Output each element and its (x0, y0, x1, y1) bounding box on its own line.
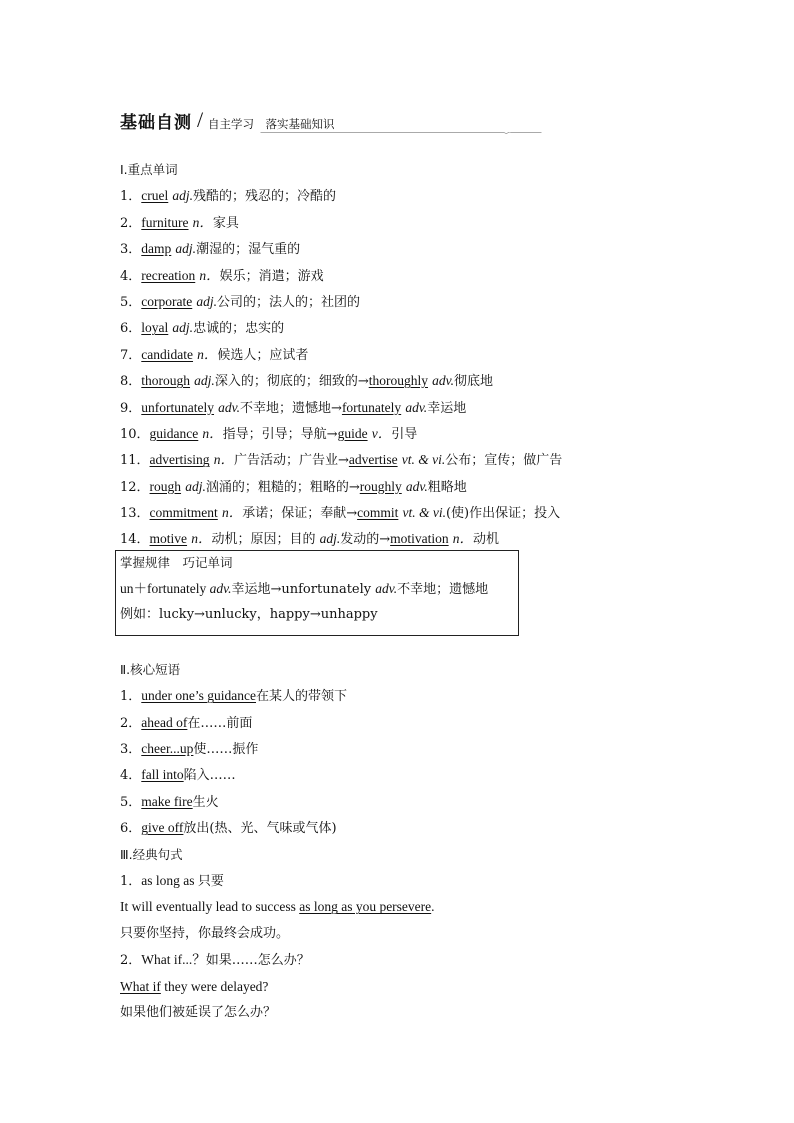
tip-box-title: 掌握规律 巧记单词 (120, 554, 233, 570)
example-sentence: What if they were delayed? (120, 978, 269, 994)
translation: 如果他们被延误了怎么办？ (120, 1004, 277, 1020)
list-item: 3．cheer...up使……振作 (120, 741, 259, 758)
header-title: 基础自测 (120, 113, 192, 133)
list-item: 6．loyal adj.忠诚的；忠实的 (120, 320, 285, 337)
list-item: 4．fall into陷入…… (120, 767, 236, 784)
list-item: 1．cruel adj.残酷的；残忍的；冷酷的 (120, 188, 337, 205)
list-item: 7．candidate n．候选人；应试者 (120, 346, 309, 363)
list-item: 1．under one’s guidance在某人的带领下 (120, 688, 348, 705)
section-heading-sentences: Ⅲ.经典句式 (120, 846, 183, 862)
list-item: 6．give off放出(热、光、气味或气体) (120, 820, 337, 837)
list-item: 12．rough adj.汹涌的；粗糙的；粗略的→roughly adv.粗略地 (120, 478, 467, 495)
section-heading-words: Ⅰ.重点单词 (120, 162, 178, 177)
section-heading-phrases: Ⅱ.核心短语 (120, 661, 181, 677)
list-item: 11．advertising n．广告活动；广告业→advertise vt. & vi.公布；宣传；做广告 (120, 452, 563, 469)
header-subtitle: 自主学习 落实基础知识 (208, 117, 335, 131)
list-item: 2．ahead of在……前面 (120, 714, 253, 731)
translation: 只要你坚持，你最终会成功。 (120, 925, 290, 941)
list-item: 5．corporate adj.公司的；法人的；社团的 (120, 293, 361, 310)
main-content (120, 160, 660, 1029)
sentence-pattern: 2．What if...？如果……怎么办？ (120, 952, 310, 969)
list-item: 4．recreation n．娱乐；消遣；游戏 (120, 267, 324, 284)
list-item: 5．make fire生火 (120, 793, 219, 810)
sentence-pattern: 1．as long as 只要 (120, 872, 224, 889)
list-item: 8．thorough adj.深入的；彻底的；细致的→thoroughly adv.彻底地 (120, 373, 493, 390)
list-item: 9．unfortunately adv.不幸地；遗憾地→fortunately adv.幸运地 (120, 399, 467, 416)
tip-box-line: un＋fortunately adv.幸运地→unfortunately adv.不幸地；遗憾地 (120, 580, 489, 597)
section-header (120, 108, 682, 136)
tip-box (115, 550, 519, 636)
tip-box-example: 例如：lucky→unlucky，happy→unhappy (120, 606, 378, 622)
list-item: 14．motive n．动机；原因；目的 adj.发动的→motivation n．动机 (120, 531, 500, 548)
example-sentence: It will eventually lead to success as long as you persevere. (120, 899, 435, 915)
list-item: 2．furniture n．家具 (120, 214, 239, 231)
list-item: 3．damp adj.潮湿的；湿气重的 (120, 241, 301, 258)
list-item: 13．commitment n．承诺；保证；奉献→commit vt. & vi.(使)作出保证；投入 (120, 505, 561, 522)
list-item: 10．guidance n．指导；引导；导航→guide v．引导 (120, 425, 418, 442)
header-slash: / (197, 107, 204, 132)
header-underline (120, 132, 682, 134)
